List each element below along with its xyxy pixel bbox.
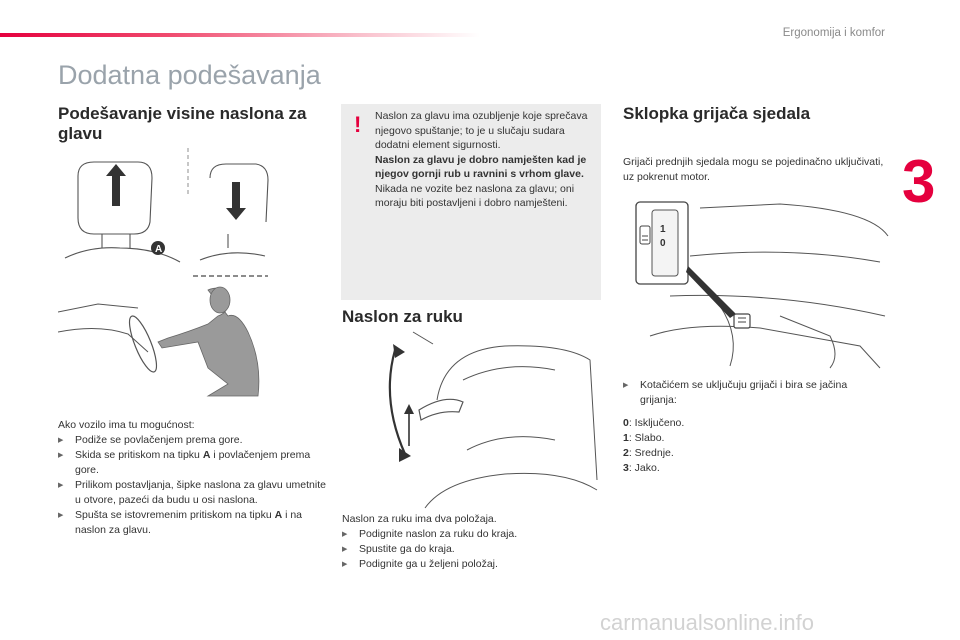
chapter-number: 3	[902, 148, 936, 215]
heating-levels-list	[623, 416, 873, 476]
page-title: Dodatna podešavanja	[58, 60, 321, 90]
armrest-illustration	[385, 330, 600, 510]
headrest-step-1: ▶ Podiže se povlačenjem prema gore.	[58, 433, 328, 448]
armrest-step-3: ▶ Podignite ga u željeni položaj.	[342, 557, 602, 572]
heating-level-0: 0: Isključeno.	[623, 417, 685, 429]
heating-level-3: 3: Jako.	[623, 462, 660, 474]
footer-watermark: carmanualsonline.info	[600, 610, 815, 635]
armrest-instructions	[342, 512, 602, 572]
dial-label-1: 1	[660, 224, 666, 235]
header-accent-bar	[0, 33, 480, 37]
headrest-intro: Ako vozilo ima tu mogućnost:	[58, 419, 195, 431]
button-a-label: A	[155, 244, 163, 255]
headrest-illustration	[60, 148, 270, 268]
headrest-step-2: ▶ Skida se pritiskom na tipku A i povlačenjem prema gore.	[58, 448, 328, 478]
driver-position-illustration	[58, 272, 273, 398]
armrest-step-2: ▶ Spustite ga do kraja.	[342, 542, 602, 557]
warning-icon: !	[354, 112, 362, 137]
armrest-heading: Naslon za ruku	[342, 307, 463, 326]
warning-box	[341, 104, 601, 300]
dial-label-0: 0	[660, 238, 666, 249]
heating-level-2: 2: Srednje.	[623, 447, 674, 459]
armrest-intro: Naslon za ruku ima dva položaja.	[342, 513, 497, 525]
heating-level-1: 1: Slabo.	[623, 432, 665, 444]
seat-heating-instructions	[623, 378, 873, 408]
warning-text-3: Nikada ne vozite bez naslona za glavu; oni moraju biti postavljeni i dobro namješteni.	[375, 182, 575, 209]
headrest-step-3: ▶ Prilikom postavljanja, šipke naslona za glavu umetnite u otvore, pazeći da budu u osi naslona.	[58, 478, 328, 508]
section-title: Ergonomija i komfor	[782, 27, 885, 39]
headrest-heading: Podešavanje visine naslona za glavu	[58, 104, 307, 143]
headrest-instructions	[58, 418, 328, 538]
headrest-step-4: ▶ Spušta se istovremenim pritiskom na tipku A i na naslon za glavu.	[58, 508, 328, 538]
seat-heating-step: ▶ Kotačićem se uključuju grijači i bira se jačina grijanja:	[623, 378, 873, 408]
warning-text-1: Naslon za glavu ima ozubljenje koje sprečava njegovo spuštanje; to je u slučaju sudara dodatni element sigurnosti.	[375, 110, 588, 151]
seat-heating-intro: Grijači prednjih sjedala mogu se pojedinačno uključivati, uz pokrenut motor.	[623, 156, 884, 183]
armrest-step-1: ▶ Podignite naslon za ruku do kraja.	[342, 527, 602, 542]
seat-heating-illustration	[630, 196, 892, 372]
seat-heating-heading: Sklopka grijača sjedala	[623, 104, 811, 123]
warning-text-2: Naslon za glavu je dobro namješten kad je njegov gornji rub u ravnini s vrhom glave.	[375, 153, 587, 180]
